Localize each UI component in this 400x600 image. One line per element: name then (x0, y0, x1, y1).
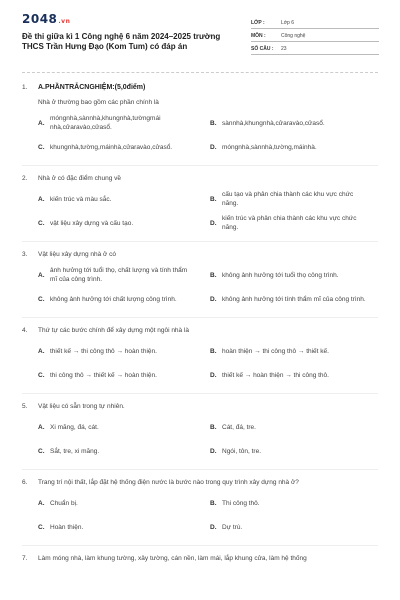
question-number: 4. (22, 327, 28, 334)
question-stem (22, 250, 378, 259)
header-divider (22, 72, 378, 73)
logo-main: 2048 (22, 12, 58, 26)
option-text: Xi măng, đá, cát. (50, 423, 99, 431)
exam-content (22, 80, 378, 563)
question (22, 326, 378, 385)
option-label: A. (38, 271, 45, 279)
answer-option[interactable] (210, 517, 382, 537)
question-separator (22, 317, 378, 318)
option-label: D. (210, 371, 217, 379)
section-number: 1. (22, 83, 28, 91)
logo-suffix: .vn (58, 18, 71, 25)
option-label: D. (210, 219, 217, 227)
question-text: Vật liệu có sẵn trong tự nhiên. (38, 403, 125, 410)
answer-option[interactable] (210, 417, 382, 437)
option-label: B. (210, 271, 217, 279)
question-text: Nhà ở thường bao gồm các phần chính là (38, 99, 159, 106)
option-label: B. (210, 119, 217, 127)
question (22, 554, 378, 563)
option-label: A. (38, 195, 45, 203)
question-separator (22, 241, 378, 242)
meta-class-row (251, 16, 379, 29)
answer-option[interactable] (38, 289, 210, 309)
option-label: B. (210, 195, 217, 203)
question-separator (22, 545, 378, 546)
answer-option[interactable] (210, 213, 382, 233)
option-label: A. (38, 119, 45, 127)
option-text: hoàn thiện → thi công thô → thiết kế. (222, 347, 329, 355)
section-heading (22, 80, 378, 94)
option-text: ảnh hưởng tới tuổi thọ, chất lượng và tính thẩm mĩ của công trình. (50, 267, 188, 283)
answer-options (38, 265, 378, 309)
answer-option[interactable] (210, 189, 382, 209)
section-title: A.PHẦNTRẮCNGHIỆM:(5,0điểm) (38, 83, 146, 91)
option-label: C. (38, 523, 45, 531)
option-text: Ngói, tôn, tre. (222, 447, 262, 455)
answer-option[interactable] (38, 517, 210, 537)
question-number: 2. (22, 175, 28, 182)
meta-value: Công nghệ (281, 33, 306, 39)
option-text: thiết kế → hoàn thiện → thi công thô. (222, 371, 329, 379)
option-text: thiết kế → thi công thô → hoàn thiện. (50, 347, 157, 355)
meta-key: LỚP : (251, 20, 265, 26)
option-text: cấu tạo và phân chia thành các khu vực chức năng. (222, 191, 354, 207)
exam-title: Đề thi giữa kì 1 Công nghệ 6 năm 2024–2025 trường THCS Trần Hưng Đạo (Kom Tum) có đáp án (22, 32, 221, 51)
answer-options (38, 113, 378, 157)
option-text: Thi công thô. (222, 499, 260, 507)
option-text: kiến trúc và màu sắc. (50, 195, 112, 203)
question-number: 7. (22, 555, 28, 562)
question (22, 478, 378, 537)
question-text: Nhà ở có đặc điểm chung về (38, 175, 122, 182)
question (22, 402, 378, 461)
answer-option[interactable] (210, 341, 382, 361)
answer-option[interactable] (210, 365, 382, 385)
option-label: C. (38, 371, 45, 379)
question-text: Vật liệu xây dựng nhà ở có (38, 251, 116, 258)
question-text: Làm móng nhà, làm khung tường, xây tường, cán nền, làm mái, lắp khung cửa, làm hệ thống (38, 555, 307, 562)
answer-option[interactable] (210, 289, 382, 309)
answer-option[interactable] (210, 441, 382, 461)
question-number (22, 98, 38, 107)
question-stem (22, 402, 378, 411)
answer-options (38, 341, 378, 385)
document-header (0, 0, 400, 70)
question-stem (22, 326, 378, 335)
answer-option[interactable] (38, 189, 210, 209)
option-text: thi công thô → thiết kế → hoàn thiện. (50, 371, 157, 379)
option-label: D. (210, 143, 217, 151)
question-text: Thứ tự các bước chính để xây dựng một ngôi nhà là (38, 327, 190, 334)
option-text: móngnhà,sànnhà,tường,máinhà. (222, 143, 317, 151)
option-label: B. (210, 347, 217, 355)
option-text: kiến trúc và phân chia thành các khu vực chức năng. (222, 215, 357, 231)
answer-option[interactable] (210, 493, 382, 513)
option-text: Chuẩn bị. (50, 499, 78, 507)
question-stem (22, 98, 378, 107)
question-stem (22, 478, 378, 487)
question-number: 5. (22, 403, 28, 410)
option-label: D. (210, 447, 217, 455)
answer-option[interactable] (38, 365, 210, 385)
meta-count-row (251, 42, 379, 55)
question (22, 98, 378, 157)
option-text: Sắt, tre, xi măng. (50, 447, 100, 455)
answer-options (38, 417, 378, 461)
answer-option[interactable] (38, 441, 210, 461)
answer-option[interactable] (38, 341, 210, 361)
question-number: 3. (22, 251, 28, 258)
question-number: 6. (22, 479, 28, 486)
question-list (22, 98, 378, 563)
meta-value: Lớp 6 (281, 20, 295, 26)
meta-key: SỐ CÂU : (251, 46, 274, 52)
question-separator (22, 469, 378, 470)
option-label: B. (210, 423, 217, 431)
option-text: khungnhà,tường,máinhà,cửaravào,cửasổ. (50, 143, 173, 151)
option-text: Dự trù. (222, 523, 243, 531)
option-text: móngnhà,sànnhà,khungnhà,tườngmái nhà,cửaravào,cửasổ. (50, 115, 161, 131)
option-text: Hoàn thiện. (50, 523, 84, 531)
question-stem (22, 174, 378, 183)
option-label: C. (38, 447, 45, 455)
question-stem (22, 554, 378, 563)
answer-option[interactable] (38, 113, 210, 133)
answer-options (38, 493, 378, 537)
question (22, 250, 378, 309)
meta-key: MÔN : (251, 33, 266, 39)
answer-option[interactable] (38, 265, 210, 285)
option-text: Cát, đá, tre. (222, 423, 256, 431)
option-text: không ảnh hưởng tới tuổi thọ công trình. (222, 271, 339, 279)
option-label: C. (38, 219, 45, 227)
answer-option[interactable] (38, 493, 210, 513)
answer-option[interactable] (210, 265, 382, 285)
question-separator (22, 165, 378, 166)
option-label: B. (210, 499, 217, 507)
meta-subject-row (251, 29, 379, 42)
option-text: không ảnh hưởng tới chất lượng công trình. (50, 295, 177, 303)
option-label: D. (210, 295, 217, 303)
option-label: A. (38, 423, 45, 431)
option-label: D. (210, 523, 217, 531)
option-text: sànnhà,khungnhà,cửaravào,cửasổ. (222, 119, 325, 127)
answer-option[interactable] (210, 137, 382, 157)
option-label: A. (38, 499, 45, 507)
option-text: vật liệu xây dựng và cấu tạo. (50, 219, 134, 227)
option-label: C. (38, 143, 45, 151)
question-text: Trang trí nội thất, lắp đặt hệ thống điện nước là bước nào trong quy trình xây dựng nhà ở? (38, 479, 299, 486)
meta-value: 23 (281, 46, 287, 52)
answer-option[interactable] (38, 213, 210, 233)
answer-option[interactable] (210, 113, 382, 133)
answer-option[interactable] (38, 137, 210, 157)
option-label: A. (38, 347, 45, 355)
question (22, 174, 378, 233)
option-text: không ảnh hưởng tới tính thẩm mĩ của công trình. (222, 295, 366, 303)
answer-option[interactable] (38, 417, 210, 437)
exam-meta (251, 16, 379, 55)
option-label: C. (38, 295, 45, 303)
question-separator (22, 393, 378, 394)
answer-options (38, 189, 378, 233)
